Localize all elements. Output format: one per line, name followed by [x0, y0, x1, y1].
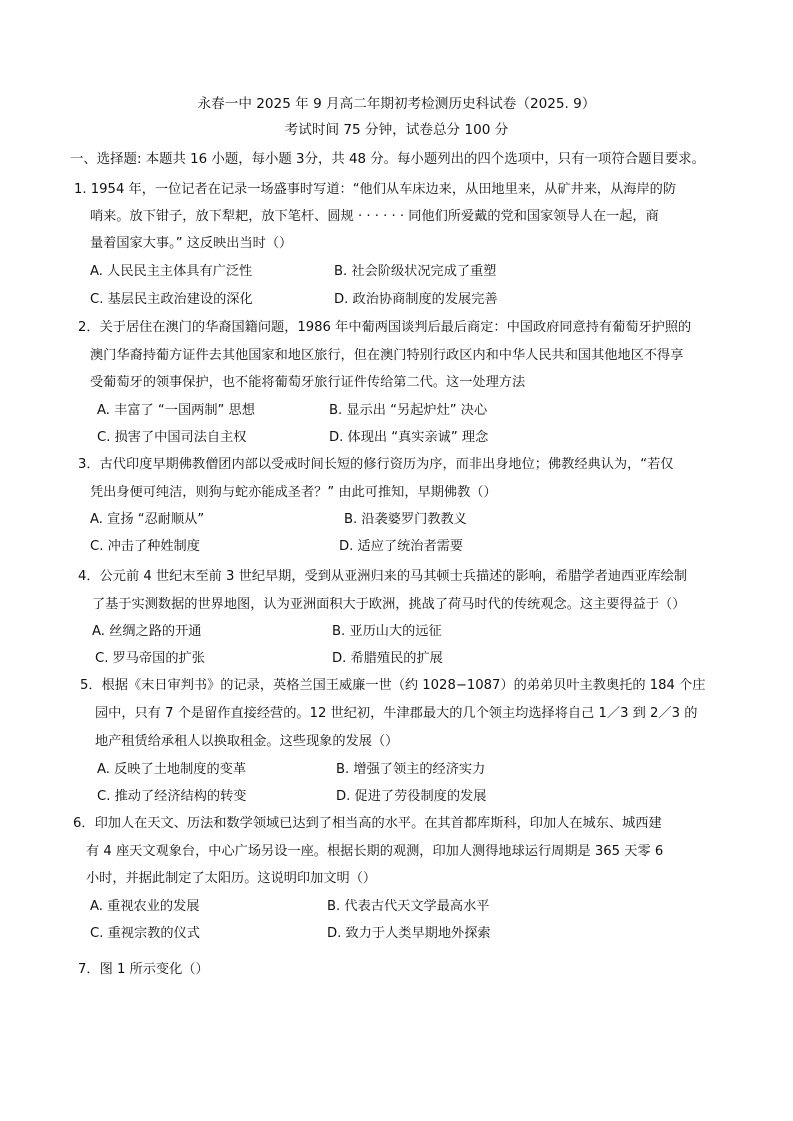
question-line: 有 4 座天文观象台，中心广场另设一座。根据长期的观测，印加人测得地球运行周期是 365 天零 6 [86, 844, 664, 859]
option-d: D. 体现出 “真实亲诚” 理念 [329, 430, 489, 445]
question-line: 2．关于居住在澳门的华裔国籍问题，1986 年中葡两国谈判后最后商定：中国政府同意持有葡萄牙护照的 [78, 320, 692, 335]
option-c: C. 冲击了种姓制度 [90, 539, 200, 554]
question-line: 受葡萄牙的领事保护，也不能将葡萄牙旅行证件传给第二代。这一处理方法 [90, 375, 526, 390]
option-a: A. 反映了土地制度的变革 [97, 762, 247, 777]
question-line: 小时，并据此制定了太阳历。这说明印加文明（） [86, 871, 377, 886]
exam-subtitle: 考试时间 75 分钟，试卷总分 100 分 [284, 122, 509, 138]
question-line: 哨来。放下钳子，放下犁耙，放下笔杆、圆规 · · · · · · 同他们所爱戴的党和国家领导人在一起，商 [90, 209, 659, 224]
option-c: C. 推动了经济结构的转变 [97, 789, 247, 804]
question-line: 1. 1954 年，一位记者在记录一场盛事时写道：“他们从车床边来，从田地里来，从矿井来，从海岸的防 [74, 182, 677, 197]
option-b: B. 亚历山大的远征 [332, 624, 442, 639]
question-line: 7．图 1 所示变化（） [78, 962, 209, 977]
option-b: B. 代表古代天文学最高水平 [327, 899, 490, 914]
question-line: 园中，只有 7 个是留作直接经营的。12 世纪初，牛津郡最大的几个领主均选择将自己 1／3 到 2／3 的 [95, 706, 698, 721]
option-b: B. 社会阶级状况完成了重塑 [334, 264, 497, 279]
option-b: B. 显示出 “另起炉灶” 决心 [329, 403, 488, 418]
question-line: 凭出身便可纯洁，则狗与蛇亦能成圣者？” 由此可推知，早期佛教（） [90, 485, 497, 500]
option-a: A. 重视农业的发展 [90, 899, 200, 914]
question-line: 量着国家大事。” 这反映出当时（） [90, 236, 293, 251]
question-line: 5．根据《末日审判书》的记录，英格兰国王威廉一世（约 1028−1087）的弟弟贝叶主教奥托的 184 个庄 [80, 678, 706, 693]
exam-title: 永春一中 2025 年 9 月高二年期初考检测历史科试卷（2025. 9） [197, 96, 596, 112]
option-a: A. 丰富了 “一国两制” 思想 [97, 403, 255, 418]
option-d: D. 政治协商制度的发展完善 [334, 292, 498, 307]
option-a: A. 丝绸之路的开通 [92, 624, 202, 639]
option-d: D. 致力于人类早期地外探索 [327, 926, 491, 941]
question-line: 地产租赁给承租人以换取租金。这些现象的发展（） [95, 734, 399, 749]
option-c: C. 重视宗教的仪式 [90, 926, 200, 941]
option-d: D. 希腊殖民的扩展 [332, 651, 443, 666]
question-line: 了基于实测数据的世界地图，认为亚洲面积大于欧洲，挑战了荷马时代的传统观念。这主要得益于（） [92, 597, 686, 612]
question-line: 4．公元前 4 世纪末至前 3 世纪早期，受到从亚洲归来的马其顿士兵描述的影响，希腊学者迪西亚库绘制 [78, 569, 687, 584]
option-c: C. 基层民主政治建设的深化 [90, 292, 253, 307]
option-b: B. 增强了领主的经济实力 [336, 762, 486, 777]
option-d: D. 适应了统治者需要 [339, 539, 464, 554]
option-c: C. 损害了中国司法自主权 [97, 430, 247, 445]
question-line: 澳门华裔持葡方证件去其他国家和地区旅行，但在澳门特别行政区内和中华人民共和国其他地区不得享 [90, 348, 684, 363]
question-line: 6．印加人在天文、历法和数学领域已达到了相当高的水平。在其首都库斯科，印加人在城东、城西建 [73, 816, 662, 831]
option-a: A. 宣扬 “忍耐顺从” [90, 512, 205, 527]
option-d: D. 促进了劳役制度的发展 [336, 789, 487, 804]
question-line: 3．古代印度早期佛教僧团内部以受戒时间长短的修行资历为序，而非出身地位；佛教经典认为，“若仅 [78, 457, 674, 472]
option-c: C. 罗马帝国的扩张 [95, 651, 205, 666]
section-instruction: 一、选择题: 本题共 16 小题，每小题 3分，共 48 分。每小题列出的四个选项中，只有一项符合题目要求。 [70, 152, 706, 167]
option-b: B. 沿袭婆罗门教教义 [344, 512, 467, 527]
option-a: A. 人民民主主体具有广泛性 [90, 264, 253, 279]
